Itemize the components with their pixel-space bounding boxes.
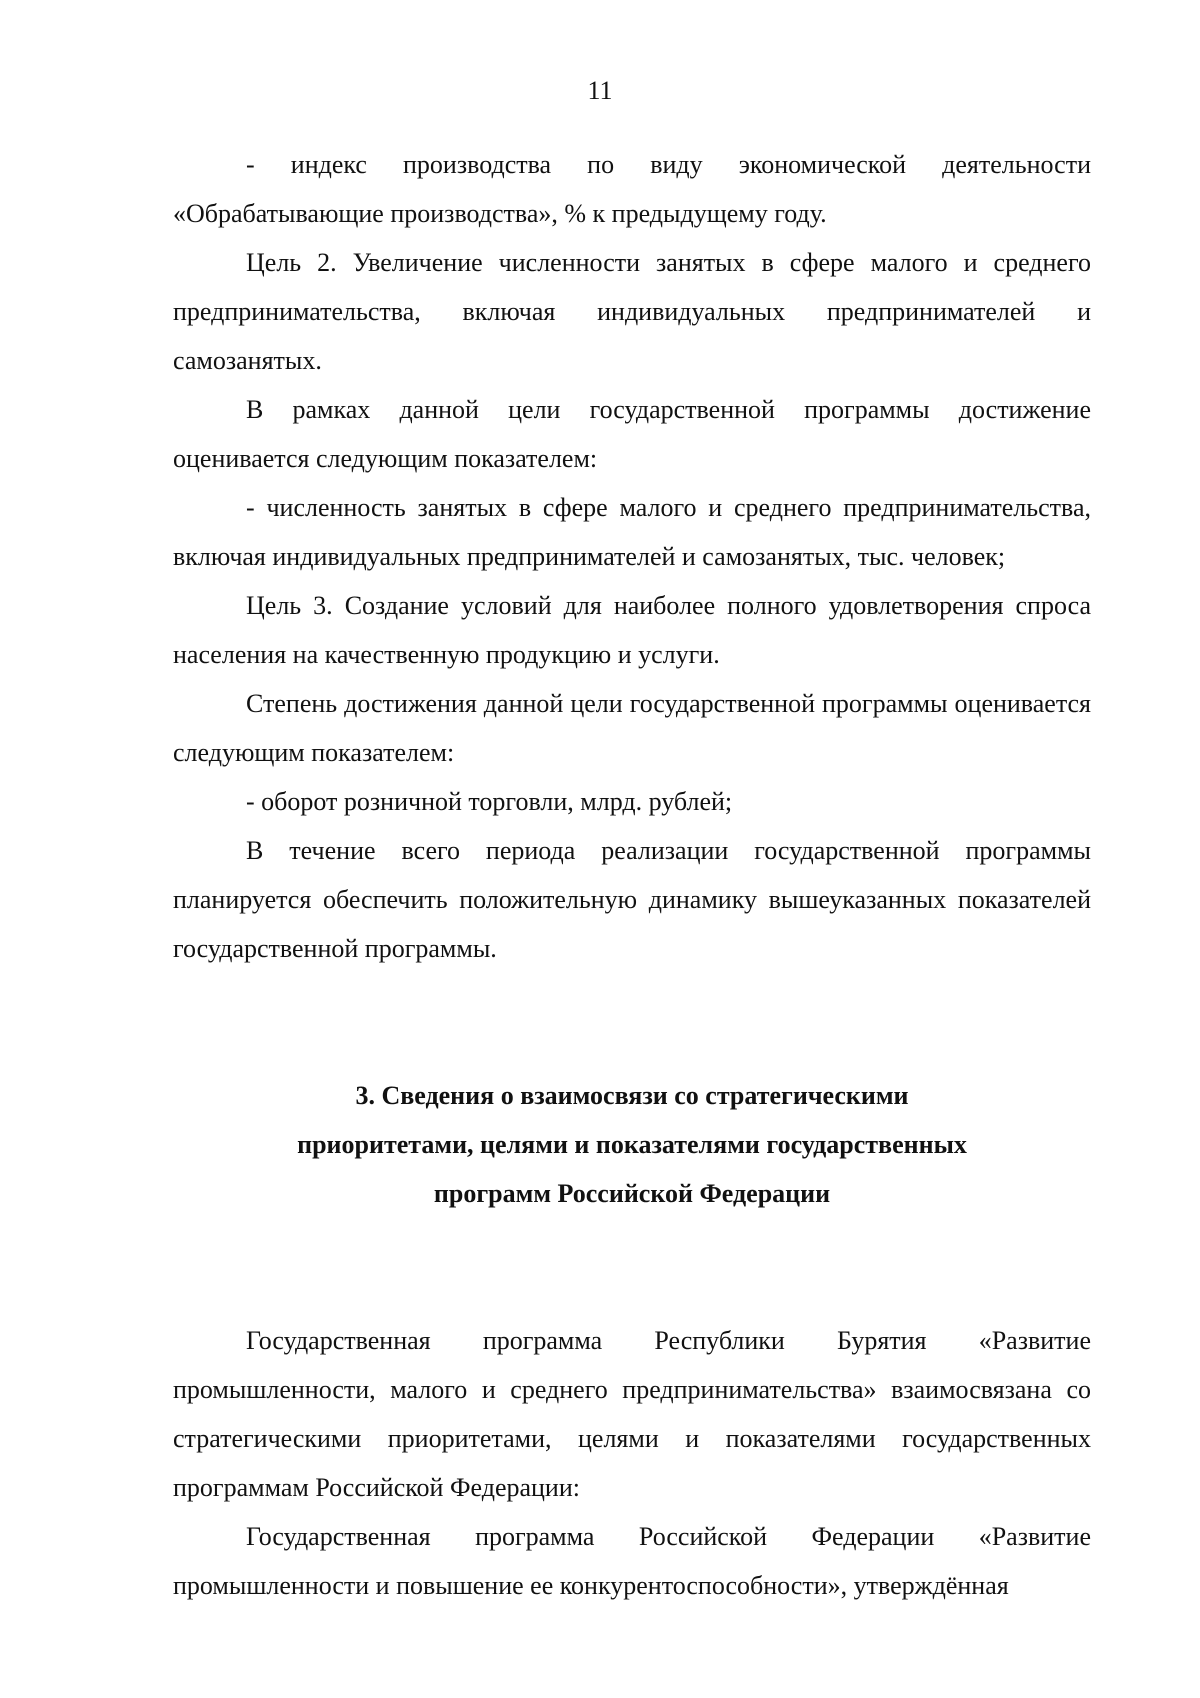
document-body — [173, 140, 1091, 1610]
section-heading-line: программ Российской Федерации — [433, 1179, 831, 1208]
paragraph-goal-3: Цель 3. Создание условий для наиболее полного удовлетворения спроса населения на качественную продукцию и услуги. — [173, 591, 1091, 669]
paragraph-index-production: - индекс производства по виду экономической деятельности «Обрабатывающие производства», % к предыдущему году. — [173, 150, 1091, 228]
spacer — [173, 1218, 1091, 1316]
paragraph-employment-indicator: - численность занятых в сфере малого и среднего предпринимательства, включая индивидуальных предпринимателей и самозанятых, тыс. человек; — [173, 493, 1091, 571]
section-heading-line: приоритетами, целями и показателями государственных — [297, 1130, 967, 1159]
paragraph-positive-dynamics: В течение всего периода реализации государственной программы планируется обеспечить положительную динамику вышеуказанных показателей государственной программы. — [173, 836, 1091, 963]
section-heading-line: 3. Сведения о взаимосвязи со стратегическими — [355, 1081, 909, 1110]
paragraph-goal-3-assessment: Степень достижения данной цели государственной программы оценивается следующим показателем: — [173, 689, 1091, 767]
spacer — [173, 973, 1091, 1071]
paragraph-goal-2: Цель 2. Увеличение численности занятых в сфере малого и среднего предпринимательства, включая индивидуальных предпринимателей и самозанятых. — [173, 248, 1091, 375]
page-number: 11 — [587, 76, 613, 105]
paragraph-program-linkage: Государственная программа Республики Бурятия «Развитие промышленности, малого и среднего предпринимательства» взаимосвязана со стратегическими приоритетами, целями и показателями государственных программам Российской Федерации: — [173, 1326, 1091, 1502]
paragraph-goal-2-assessment: В рамках данной цели государственной программы достижение оценивается следующим показателем: — [173, 395, 1091, 473]
section-heading — [173, 1071, 1091, 1218]
paragraph-retail-indicator: - оборот розничной торговли, млрд. рублей; — [246, 787, 733, 816]
paragraph-federal-program: Государственная программа Российской Федерации «Развитие промышленности и повышение ее конкурентоспособности», утверждённая — [173, 1522, 1091, 1600]
